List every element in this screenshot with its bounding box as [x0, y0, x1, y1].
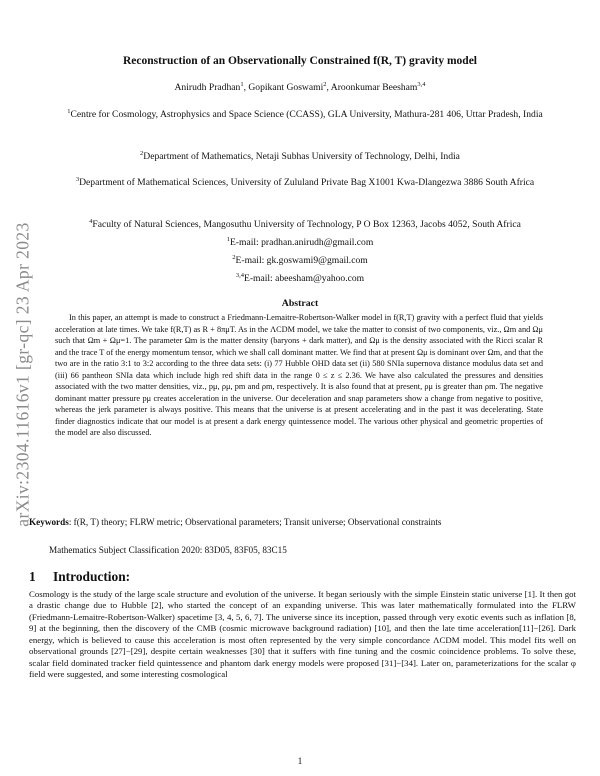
author-name: Anirudh Pradhan: [174, 82, 241, 93]
affiliation-mark: 4: [89, 217, 93, 225]
affiliation: [30, 108, 580, 122]
author-mark: 3,4: [417, 80, 426, 88]
email-text[interactable]: E-mail: gk.goswami9@gmail.com: [235, 255, 368, 266]
email-line[interactable]: [0, 273, 600, 284]
msc-classification: Mathematics Subject Classification 2020: 83D05, 83F05, 83C15: [49, 545, 287, 555]
email-text[interactable]: E-mail: pradhan.anirudh@gmail.com: [229, 237, 374, 248]
keywords: [29, 517, 579, 527]
author-list: Anirudh Pradhan$^1$, Gopikant Goswami$^2$, Aroonkumar Beesham$^{3,4}$: [174, 80, 426, 93]
introduction-text: Cosmology is the study of the large scale structure and evolution of the universe. It began seriously with the simple Einstein static universe [1]. It then got a drastic change due to Hubble [2], who started the concept of an expanding universe. This was later mathematically formulated into the FLRW (Friedmann-Lemaitre-Robertson-Walker) spacetime [3, 4, 5, 6, 7]. The universe since its inception, passed through very exotic events such as inflation [8, 9] at the beginning, then the discovery of the CMB (cosmic microwave background radiation) [10], and then the late time acceleration[11]−[26]. Dark energy, which is believed to cause this acceleration is most often represented by the very simple concordance ΛCDM model. This model fits well on observational grounds [27]−[29], despite certain weaknesses [30] that it suffers with fine tuning and the cosmic coincidence problems. To solve these, scalar field dominated tracker field quintessence and phantom dark energy models were proposed [31]−[34]. Later on, parameterizations for the scalar φ field were suggested, and some interesting cosmological: [29, 589, 576, 680]
affiliation-text: Department of Mathematical Sciences, University of Zululand Private Bag X1001 Kwa-Dlangezwa 3886 South Africa: [79, 177, 535, 188]
author-mark: 1: [240, 80, 244, 88]
affiliation-text: Centre for Cosmology, Astrophysics and Space Science (CCASS), GLA University, Mathura-281 406, Uttar Pradesh, India: [70, 109, 543, 120]
author-name: Aroonkumar Beesham: [330, 82, 418, 93]
introduction-body: [29, 589, 576, 681]
keywords-text: : f(R, T) theory; FLRW metric; Observational parameters; Transit universe; Observational constraints: [68, 517, 442, 527]
email-line[interactable]: [0, 255, 600, 266]
affiliation-mark: 1: [67, 107, 71, 115]
affiliation: [0, 150, 600, 164]
affiliation: [30, 218, 580, 232]
arxiv-stamp: arXiv:2304.11616v1 [gr-qc] 23 Apr 2023: [12, 222, 33, 527]
section-number: 1: [29, 569, 36, 584]
section-title: Introduction:: [53, 569, 131, 584]
author-mark: 2: [323, 80, 327, 88]
affiliation-text: Faculty of Natural Sciences, Mangosuthu University of Technology, P O Box 12363, Jacobs 4052, South Africa: [92, 219, 521, 230]
email-mark: 1: [226, 235, 230, 243]
abstract-heading: Abstract: [281, 298, 319, 309]
affiliation-mark: 2: [140, 149, 144, 157]
affiliation: [30, 176, 580, 190]
abstract-body: [55, 312, 543, 439]
author-name: Gopikant Goswami: [248, 82, 324, 93]
abstract-text: In this paper, an attempt is made to construct a Friedmann-Lemaitre-Robertson-Walker model in f(R,T) gravity with a perfect fluid that yields acceleration at late times. We take f(R,T) as R + 8πμT. As in the ΛCDM model, we take the matter to consist of two components, viz., Ωm and Ωμ such that Ωm + Ωμ=1. The parameter Ωm is the matter density (baryons + dark matter), and Ωμ is the density associated with the Ricci scalar R and the trace T of the energy momentum tensor, which we shall call dominant matter. We find that at present Ωμ is dominant over Ωm, and that the two are in the ratio 3:1 to 3:2 according to the three data sets: (i) 77 Hubble OHD data set (ii) 580 SNIa supernova distance modulus data set and (iii) 66 pantheon SNIa data which include high red shift data in the range 0 ≤ z ≤ 2.36. We have also calculated the pressures and densities associated with the two matter densities, viz., pμ, ρμ, pm and ρm, respectively. It is also found that at present, ρμ is greater than ρm. The negative dominant matter pressure pμ creates acceleration in the universe. Our deceleration and snap parameters show a change from negative to positive, whereas the jerk parameter is always positive. This means that the universe is at present accelerating and in the past it was decelerating. State finder diagnostics indicate that our model is at present a dark energy quintessence model. The various other physical and geometric properties of the model are also discussed.: [55, 313, 543, 437]
email-mark: 2: [232, 253, 236, 261]
section-heading: [29, 569, 130, 585]
page-number: 1: [297, 757, 303, 767]
email-mark: 3,4: [235, 271, 244, 279]
paper-title: Reconstruction of an Observationally Constrained f(R, T) gravity model: [122, 55, 478, 67]
affiliation-mark: 3: [75, 175, 80, 183]
email-text[interactable]: E-mail: abeesham@yahoo.com: [243, 273, 365, 284]
affiliation-text: Department of Mathematics, Netaji Subhas University of Technology, Delhi, India: [143, 151, 460, 162]
keywords-label: Keywords: [29, 517, 69, 527]
email-line[interactable]: [0, 237, 600, 248]
